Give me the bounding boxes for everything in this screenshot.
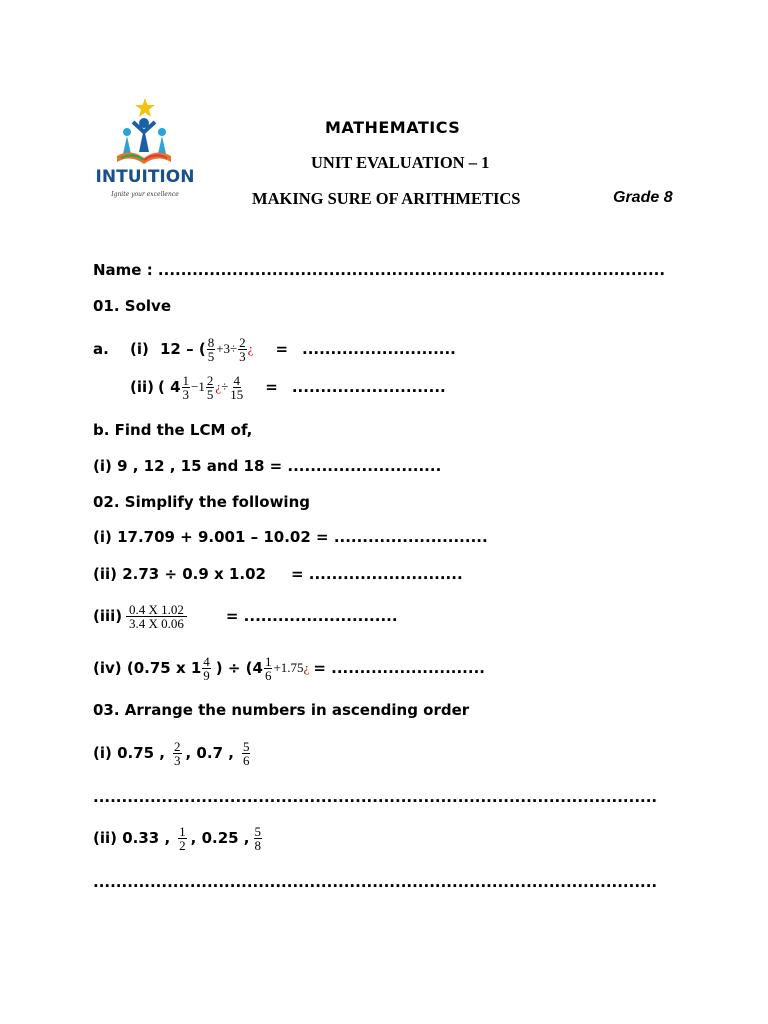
placeholder-glyph: ¿	[303, 660, 310, 675]
q3-ii-part-b: , 0.25 ,	[190, 829, 250, 847]
q3-ii	[93, 821, 263, 855]
q2-iv	[93, 650, 485, 686]
placeholder-glyph: ¿	[247, 341, 254, 356]
fraction: $\frac{1}{2}$	[179, 823, 186, 853]
fraction: $\frac{0.4 X 1.02}{3.4 X 0.06}$	[126, 603, 187, 630]
fraction: $\frac{2}{3}$	[174, 738, 181, 768]
placeholder-glyph: ¿	[215, 379, 222, 394]
q1-b-title: b. Find the LCM of,	[93, 421, 253, 439]
q3-title: 03. Arrange the numbers in ascending order	[93, 701, 470, 719]
q2-iii-label: (iii)	[93, 607, 123, 625]
name-field-line: Name : .........................................................................................	[93, 261, 666, 279]
q1-a-i	[93, 332, 456, 366]
q2-title: 02. Simplify the following	[93, 493, 310, 511]
q2-i: (i) 17.709 + 9.001 – 10.02 = ...........................	[93, 528, 488, 546]
answer-dots: ...........................	[302, 340, 456, 358]
q1-b-i: (i) 9 , 12 , 15 and 18 = ...........................	[93, 457, 442, 475]
q3-i	[93, 736, 251, 770]
q2-iv-part-b: ) ÷ (4	[215, 659, 263, 677]
logo-graphic	[95, 92, 195, 207]
q2-ii-answer: = ...........................	[291, 565, 463, 583]
fraction: $\frac{5}{6}$	[242, 738, 250, 768]
intuition-logo	[95, 92, 195, 207]
topic-title: MAKING SURE OF ARITHMETICS	[252, 189, 521, 208]
q2-iv-answer: = ...........................	[313, 659, 485, 677]
fraction: $\frac{8}{5}$	[207, 334, 215, 364]
q3-ii-answer-line: ...................................................................................................	[93, 873, 658, 891]
q1-a-i-label: (i)	[130, 340, 149, 358]
q1-title: 01. Solve	[93, 297, 171, 315]
logo-tagline: Ignite your excellence	[111, 191, 179, 198]
fraction: $\frac{4}{15}$	[230, 372, 244, 402]
grade-label: Grade 8	[613, 189, 673, 206]
unit-title: UNIT EVALUATION – 1	[311, 153, 490, 172]
q1-a-ii-prefix: ( 4	[158, 378, 181, 396]
fraction: $\frac{5}{8}$	[254, 823, 262, 853]
operator: +3÷	[216, 341, 238, 356]
operator: ÷	[221, 379, 229, 394]
q2-iii-answer: = ...........................	[225, 607, 398, 625]
logo-text: INTUITION	[95, 167, 195, 187]
q2-ii-expression: (ii) 2.73 ÷ 0.9 x 1.02	[93, 565, 266, 583]
q1-a-i-prefix: 12 – (	[160, 340, 206, 358]
equals-sign: =	[265, 378, 278, 396]
answer-dots: ...........................	[291, 378, 446, 396]
q2-iii	[93, 598, 398, 634]
fraction: $\frac{2}{3}$	[239, 334, 246, 364]
subject-title: MATHEMATICS	[325, 118, 461, 137]
operator: −1	[191, 379, 205, 394]
fraction: $\frac{1}{3}$	[182, 372, 190, 402]
q1-a-ii-label: (ii)	[130, 378, 154, 396]
q1-a-ii	[130, 370, 446, 404]
fraction: $\frac{1}{6}$	[264, 653, 272, 683]
fraction: $\frac{4}{9}$	[203, 653, 210, 683]
q3-i-part-a: (i) 0.75 ,	[93, 744, 166, 762]
operator: +1.75	[273, 660, 304, 675]
q3-ii-part-a: (ii) 0.33 ,	[93, 829, 171, 847]
q1-a-label: a.	[93, 340, 109, 358]
q3-i-answer-line: ...................................................................................................	[93, 788, 658, 806]
q3-i-part-b: , 0.7 ,	[185, 744, 234, 762]
fraction: $\frac{2}{5}$	[206, 372, 214, 402]
equals-sign: =	[275, 340, 289, 358]
q2-iv-part-a: (iv) (0.75 x 1	[93, 659, 202, 677]
